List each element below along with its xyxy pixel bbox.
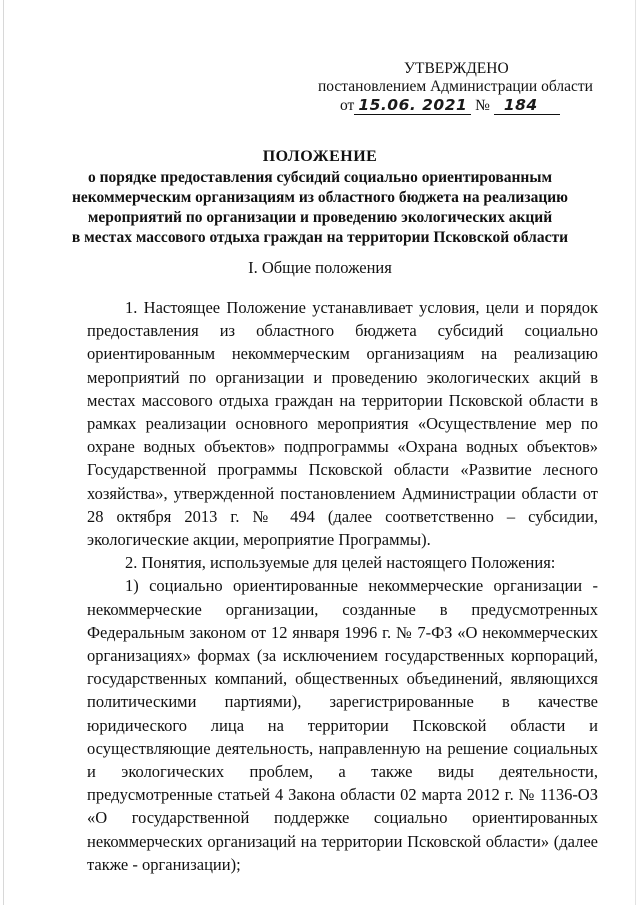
paragraph-1: 1. Настоящее Положение устанавливает условия, цели и порядок предоставления из областного бюджета субсидий социально ориентированным некоммерческим организациям на реализацию мероприятий по организации и проведению экологических акций в местах массового отдыха граждан на территории Псковской области в рамках реализации основного мероприятия «Осуществление мер по охране водных объектов» подпрограммы «Охрана водных объектов» Государственной программы Псковской области «Развитие лесного хозяйства», утвержденной постановлением Администрации области от 28 октября 2013 г. № 494 (далее соответственно – субсидии, экологические акции, мероприятие Программы). [87, 298, 598, 550]
date-prefix: от [340, 97, 355, 114]
scan-edge-right [635, 0, 636, 905]
document-title [0, 147, 640, 248]
approval-date-line [300, 96, 600, 115]
approval-authority: постановлением Администрации области [318, 78, 593, 95]
title-line-2: некоммерческим организациям из областного бюджета на реализацию [71, 189, 569, 206]
scan-edge-left [3, 0, 4, 905]
handwritten-date: 15.06. 2021 [354, 96, 471, 115]
handwritten-number: 184 [494, 96, 560, 115]
paragraph-2: 2. Понятия, используемые для целей настоящего Положения: [125, 553, 556, 573]
number-prefix: № [475, 97, 490, 114]
title-line-4: в местах массового отдыха граждан на территории Псковской области [71, 229, 569, 246]
title-line-3: мероприятий по организации и проведению экологических акций [87, 209, 553, 226]
section-heading: I. Общие положения [248, 258, 392, 277]
approval-title: УТВЕРЖДЕНО [404, 60, 509, 77]
paragraph-3: 1) социально ориентированные некоммерческие организации - некоммерческие организации, созданные в предусмотренных Федеральным законом от 12 января 1996 г. № 7-ФЗ «О некоммерческих организациях» формах (за исключением государственных корпораций, государственных компаний, общественных объединений, являющихся политическими партиями), зарегистрированные в качестве юридического лица на территории Псковской области и осуществляющие деятельность, направленную на решение социальных и экологических проблем, а также виды деятельности, предусмотренные статьей 4 Закона области 02 марта 2012 г. № 1136-ОЗ «О государственной поддержке социально ориентированных некоммерческих организаций на территории Псковской области» (далее также - организации); [87, 576, 598, 874]
title-line-1: о порядке предоставления субсидий социально ориентированным [87, 169, 553, 186]
title-main: ПОЛОЖЕНИЕ [262, 148, 378, 165]
document-body [87, 296, 598, 876]
approval-stamp [300, 60, 600, 115]
